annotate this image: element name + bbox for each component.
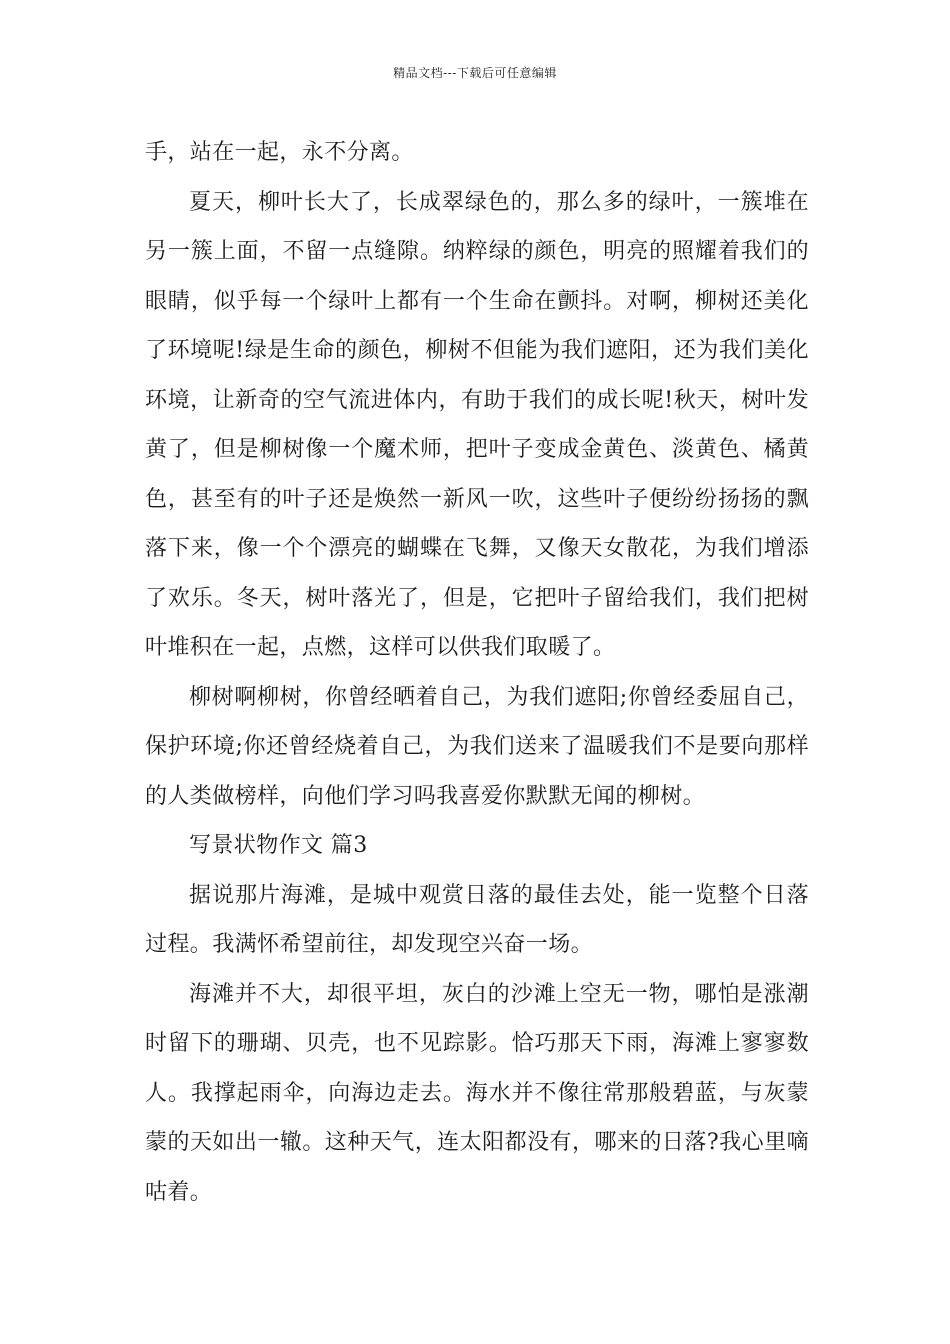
- text-line: 了欢乐。冬天，树叶落光了，但是，它把叶子留给我们，我们把树: [145, 585, 809, 611]
- text-line: 环境，让新奇的空气流进体内，有助于我们的成长呢!秋天，树叶发: [145, 387, 809, 413]
- text-line: 海滩并不大，却很平坦，灰白的沙滩上空无一物，哪怕是涨潮: [189, 981, 809, 1007]
- text-line: 时留下的珊瑚、贝壳，也不见踪影。恰巧那天下雨，海滩上寥寥数: [145, 1031, 809, 1056]
- page-header: 精品文档---下载后可任意编辑: [393, 66, 557, 80]
- text-line: 夏天，柳叶长大了，长成翠绿色的，那么多的绿叶，一簇堆在: [189, 189, 809, 215]
- text-line: 咕着。: [145, 1179, 213, 1205]
- text-line: 手，站在一起，永不分离。: [145, 140, 414, 165]
- text-line: 据说那片海滩，是城中观赏日落的最佳去处，能一览整个日落: [189, 882, 809, 908]
- text-line: 过程。我满怀希望前往，却发现空兴奋一场。: [145, 932, 594, 957]
- text-line: 保护环境;你还曾经烧着自己，为我们送来了温暖我们不是要向那样: [145, 734, 809, 759]
- text-line: 柳树啊柳树，你曾经晒着自己，为我们遮阳;你曾经委屈自己，: [189, 684, 809, 710]
- text-line: 色，甚至有的叶子还是焕然一新风一吹，这些叶子便纷纷扬扬的飘: [145, 486, 809, 512]
- text-line: 写景状物作文 篇3: [189, 833, 368, 858]
- text-line: 人。我撑起雨伞，向海边走去。海水并不像往常那般碧蓝，与灰蒙: [145, 1080, 809, 1106]
- text-line: 了环境呢!绿是生命的颜色，柳树不但能为我们遮阳，还为我们美化: [145, 338, 809, 363]
- text-line: 眼睛，似乎每一个绿叶上都有一个生命在颤抖。对啊，柳树还美化: [145, 288, 809, 314]
- text-line: 蒙的天如出一辙。这种天气，连太阳都没有，哪来的日落?我心里嘀: [145, 1130, 809, 1155]
- document-body: [145, 128, 809, 1217]
- text-line: 黄了，但是柳树像一个魔术师，把叶子变成金黄色、淡黄色、橘黄: [145, 437, 809, 462]
- text-line: 另一簇上面，不留一点缝隙。纳粹绿的颜色，明亮的照耀着我们的: [145, 239, 809, 264]
- text-line: 落下来，像一个个漂亮的蝴蝶在飞舞，又像天女散花，为我们增添: [145, 536, 809, 561]
- text-line: 的人类做榜样，向他们学习吗我喜爱你默默无闻的柳树。: [145, 783, 706, 809]
- text-line: 叶堆积在一起，点燃，这样可以供我们取暖了。: [145, 635, 616, 660]
